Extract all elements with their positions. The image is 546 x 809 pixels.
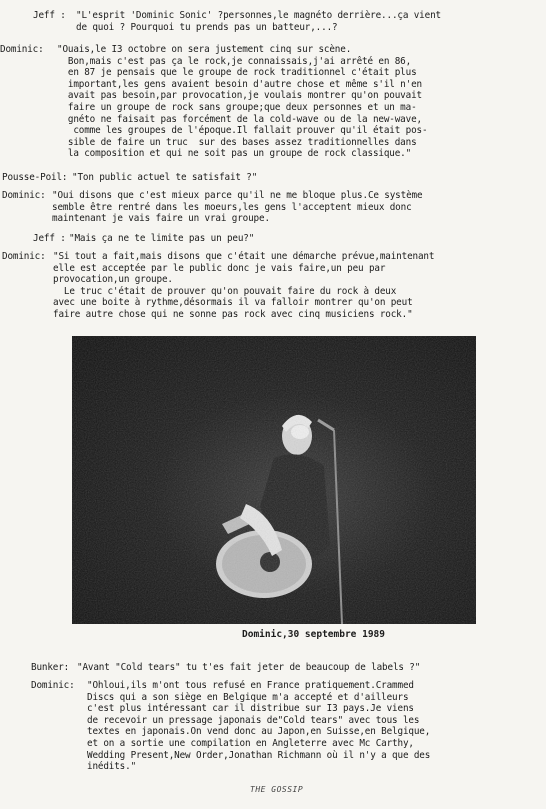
text-line: gnéto ne faisait pas forcément de la cold-wave ou de la new-wave,: [57, 113, 422, 125]
text-line: "Avant "Cold tears" tu t'es fait jeter de beaucoup de labels ?": [77, 662, 421, 673]
text-line: provocation,un groupe.: [53, 274, 173, 286]
speaker-label: Dominic:: [2, 190, 46, 201]
text-line: de recevoir un pressage japonais de"Cold tears" avec tous les: [87, 714, 420, 726]
text-line: inédits.": [87, 761, 137, 773]
text-line: "Ohloui,ils m'ont tous refusé en France pratiquement.Crammed: [87, 680, 414, 691]
text-line: Bon,mais c'est pas ça le rock,je connaissais,j'ai arrêté en 86,: [57, 55, 412, 67]
text-line: avait pas besoin,par provocation,je voulais montrer qu'on pouvait: [57, 90, 422, 102]
text-line: Wedding Present,New Order,Jonathan Richmann où il n'y a que des: [87, 749, 431, 761]
text-line: avec une boite à rythme,désormais il va falloir montrer qu'on peut: [53, 297, 413, 309]
performer-silhouette: [72, 336, 476, 624]
speaker-label: Jeff :: [33, 233, 66, 244]
text-line: "L'esprit 'Dominic Sonic' ?personnes,le magnéto derrière...ça vient: [76, 10, 441, 21]
text-line: "Oui disons que c'est mieux parce qu'il ne me bloque plus.Ce système: [52, 190, 423, 201]
speaker-label: Dominic:: [0, 44, 44, 55]
speaker-label: Bunker:: [31, 662, 70, 673]
entry-text: [77, 662, 420, 674]
text-line: "Mais ça ne te limite pas un peu?": [69, 233, 255, 244]
text-line: de quoi ? Pourquoi tu prends pas un batteur,...?: [76, 21, 338, 33]
entry-text: [69, 233, 254, 245]
text-line: faire un groupe de rock sans groupe;que deux personnes et un ma-: [57, 101, 417, 113]
text-line: semble être rentré dans les moeurs,les gens l'acceptent mieux donc: [52, 201, 412, 213]
text-line: c'est plus intéressant car il distribue sur I3 pays.Je viens: [87, 703, 414, 715]
speaker-label: Jeff :: [33, 10, 66, 21]
text-line: "Ton public actuel te satisfait ?": [72, 172, 258, 183]
speaker-label: Dominic:: [31, 680, 75, 691]
text-line: comme les groupes de l'époque.Il fallait prouver qu'il était pos-: [57, 125, 428, 137]
text-line: et on a sortie une compilation en Angleterre avec Mc Carthy,: [87, 737, 414, 749]
entry-text: [87, 680, 430, 773]
page-footer: THE GOSSIP: [250, 785, 304, 794]
text-line: "Si tout a fait,mais disons que c'était une démarche prévue,maintenant: [53, 251, 435, 262]
entry-text: [52, 190, 422, 225]
text-line: important,les gens avaient besoin d'autre chose et même s'il n'en: [57, 78, 422, 90]
text-line: Le truc c'était de prouver qu'on pouvait faire du rock à deux: [53, 285, 397, 297]
entry-text: [72, 172, 257, 184]
text-line: elle est acceptée par le public donc je vais faire,un peu par: [53, 262, 386, 274]
entry-text: [57, 44, 427, 160]
concert-photo: [72, 336, 476, 624]
text-line: sible de faire un truc sur des bases assez traditionnelles dans: [57, 136, 417, 148]
text-line: textes en japonais.On vend donc au Japon,en Suisse,en Belgique,: [87, 726, 431, 738]
speaker-label: Dominic:: [2, 251, 46, 262]
entry-text: [76, 10, 441, 33]
text-line: Discs qui a son siège en Belgique m'a accepté et d'ailleurs: [87, 691, 409, 703]
text-line: en 87 je pensais que le groupe de rock traditionnel c'était plus: [57, 67, 417, 79]
text-line: "Ouais,le I3 octobre on sera justement cinq sur scène.: [57, 44, 352, 55]
entry-text: [53, 251, 434, 321]
text-line: la composition et qui ne soit pas un groupe de rock classique.": [57, 148, 412, 160]
text-line: maintenant je vais faire un vrai groupe.: [52, 213, 270, 225]
photo-caption: Dominic,30 septembre 1989: [242, 629, 385, 640]
speaker-label: Pousse-Poil:: [2, 172, 68, 183]
text-line: faire autre chose qui ne sonne pas rock avec cinq musiciens rock.": [53, 308, 413, 320]
